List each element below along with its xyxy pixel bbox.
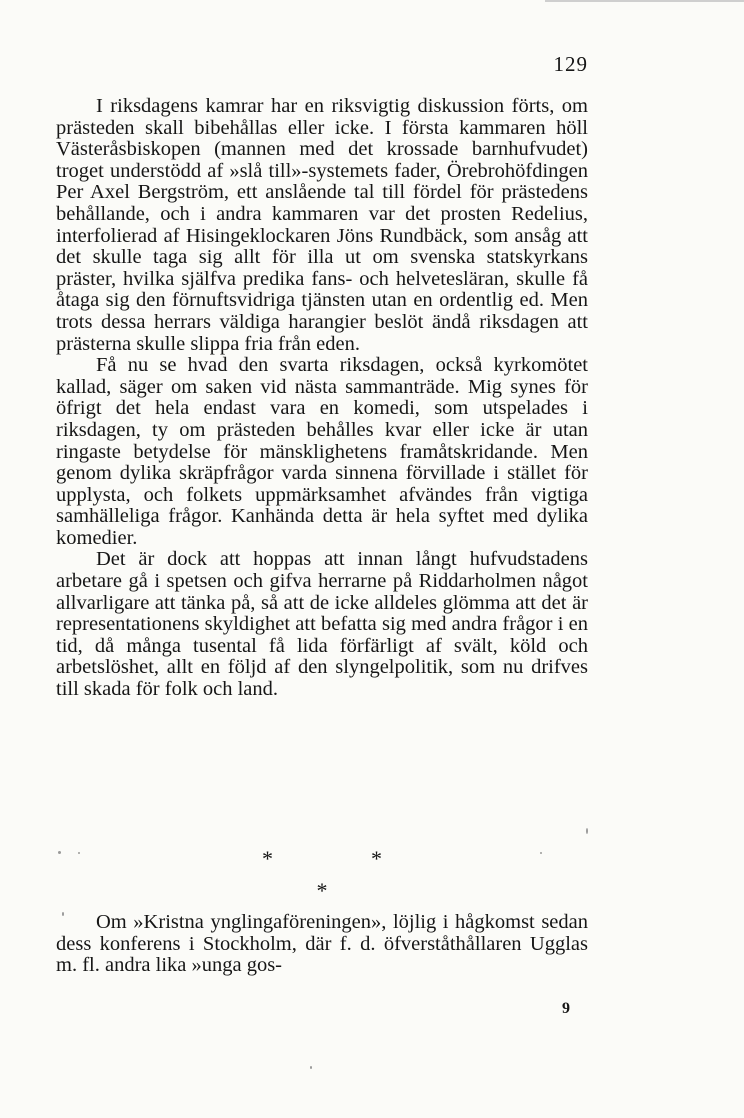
paragraph-2: Få nu se hvad den svarta riksdagen, också kyrkomötet kallad, säger om saken vid nästa sammanträde. Mig synes för öfrigt det hela endast vara en komedi, som utspelades i riksdagen, ty om prästeden behålles kvar eller icke är utan ringaste betydelse för mänsklighetens framåtskridande. Men genom dylika skräpfrågor varda sinnena förvillade i stället för upplysta, och folkets uppmärksamhet afvändes från vigtiga samhälleliga frågor. Kanhända detta är hela syftet med dylika komedier. <box>56 354 588 549</box>
scan-edge-line <box>545 0 744 2</box>
print-speck <box>58 851 61 854</box>
page-number: 129 <box>553 52 588 76</box>
asterisk-right: * <box>371 846 382 871</box>
main-text <box>56 96 588 701</box>
paragraph-1: I riksdagens kamrar har en riksvigtig diskussion förts, om prästeden skall bibehållas eller icke. I första kammaren höll Västeråsbiskopen (mannen med det krossade barnhufvudet) troget understödd af »slå till»-systemets fader, Örebrohöfdingen Per Axel Bergström, ett anslående tal till fördel för prästedens behållande, och i andra kammaren var det prosten Redelius, interfolierad af Hisingeklockaren Jöns Rundbäck, som ansåg att det skulle taga sig allt för illa ut om svenska statskyrkans präster, hvilka själfva predika fans- och helvetesläran, skulle få åtaga sig den förnuftsvidriga tjänsten utan en ordentlig ed. Men trots dessa herrars väldiga harangier beslöt ändå riksdagen att prästerna skulle slippa fria från eden. <box>56 95 588 355</box>
print-speck <box>62 912 64 916</box>
next-section-text <box>56 912 588 977</box>
asterisk-left: * <box>262 846 273 871</box>
signature-mark: 9 <box>562 1000 570 1017</box>
section-separator-single: * <box>316 878 328 903</box>
print-speck <box>586 828 588 834</box>
print-speck <box>310 1066 312 1069</box>
print-speck <box>540 852 542 854</box>
paragraph-3: Det är dock att hoppas att innan långt hufvudstadens arbetare gå i spetsen och gifva herrarne på Riddarholmen något allvarligare att tänka på, så att de icke alldeles glömma att det är representationens skyldighet att befatta sig med andra frågor i en tid, då många tusental få lida förfärligt af svält, köld och arbetslöshet, allt en följd af den slyngelpolitik, som nu drifves till skada för folk och land. <box>56 548 588 701</box>
section-separator-row <box>56 846 588 872</box>
print-speck <box>78 852 80 854</box>
paragraph-4: Om »Kristna ynglingaföreningen», löjlig i hågkomst sedan dess konferens i Stockholm, där f. d. öfverståthållaren Ugglas m. fl. andra lika »unga gos- <box>56 911 588 977</box>
